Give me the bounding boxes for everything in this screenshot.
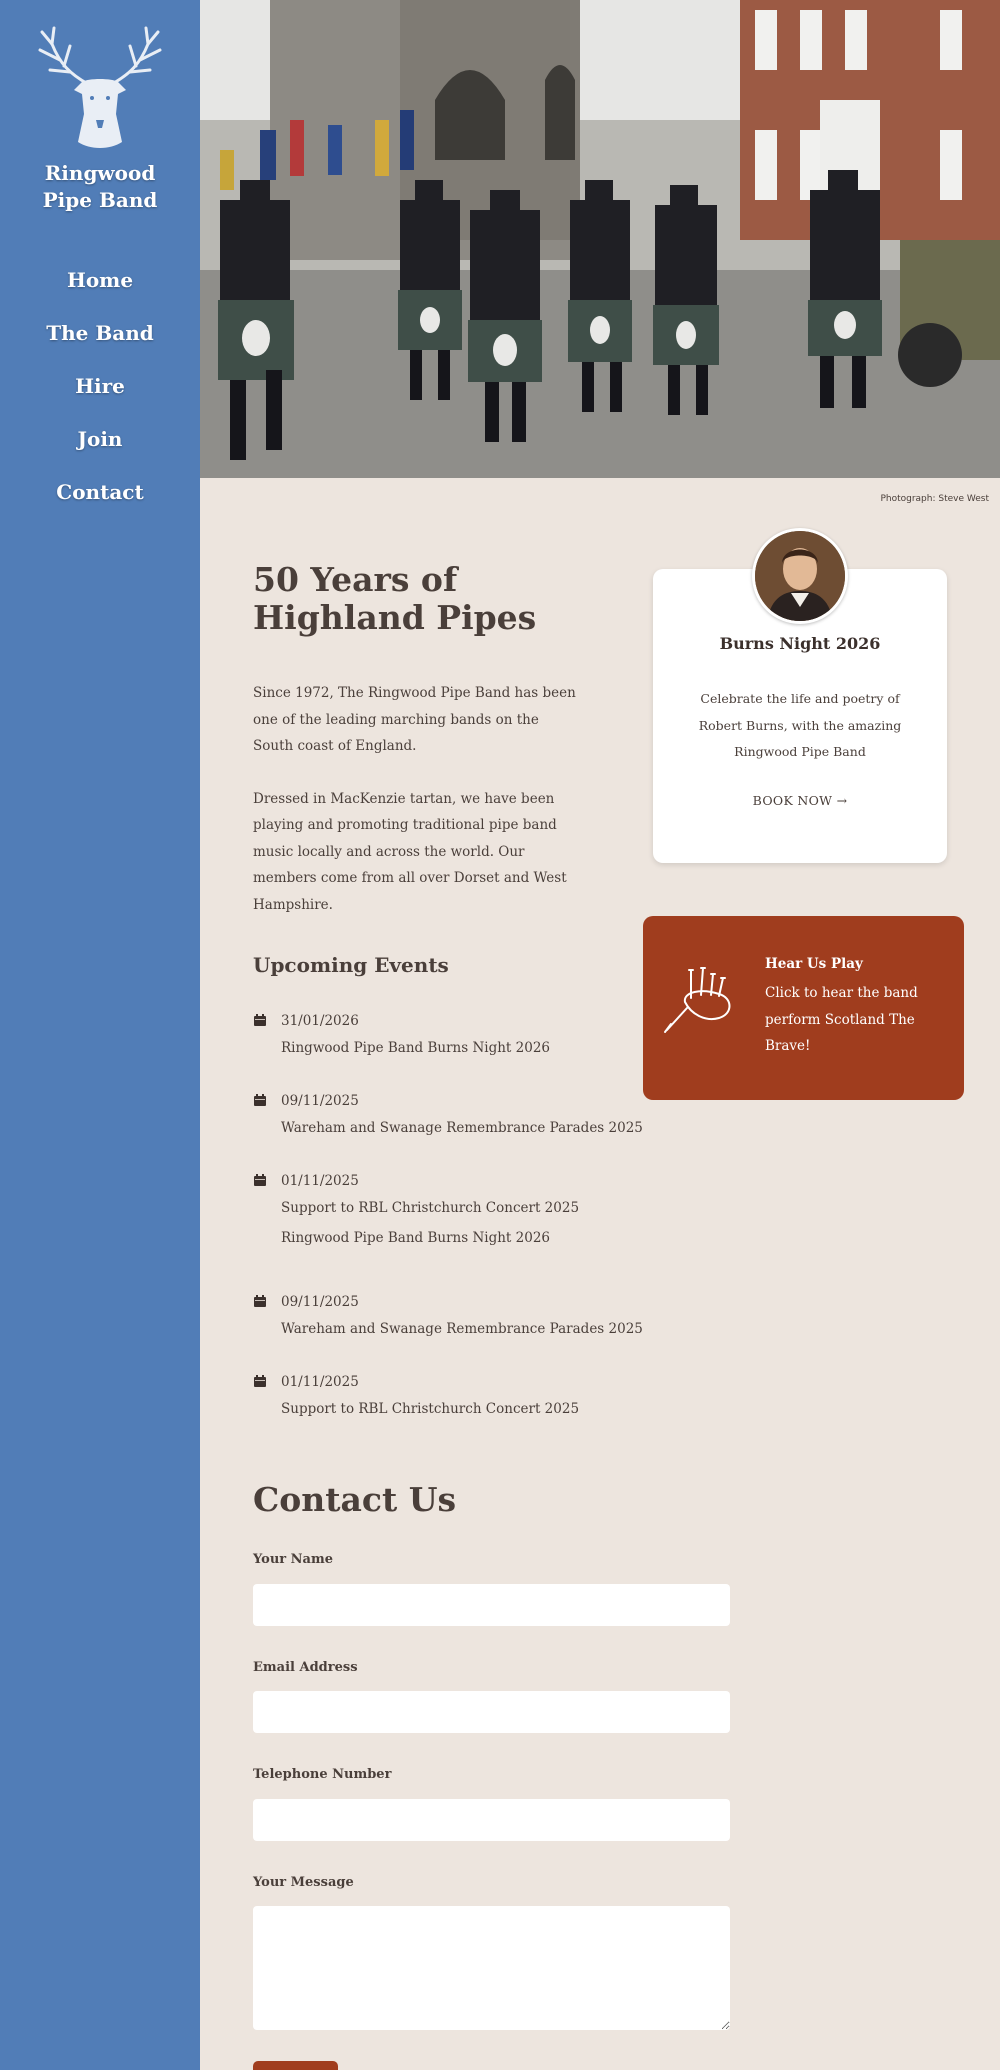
event-date: 09/11/2025: [281, 1093, 359, 1109]
event-item[interactable]: [253, 1168, 653, 1221]
play-title: Hear Us Play: [765, 956, 863, 972]
photo-credit: Photograph: Steve West: [880, 494, 989, 504]
book-now-link[interactable]: BOOK NOW →: [752, 793, 848, 808]
intro-text: [253, 680, 583, 944]
calendar-icon: [254, 1094, 266, 1106]
nav-link-the-band[interactable]: The Band: [46, 321, 154, 345]
event-name[interactable]: Ringwood Pipe Band Burns Night 2026: [281, 1230, 551, 1246]
phone-input[interactable]: [253, 1799, 730, 1841]
sidebar: [0, 0, 200, 2070]
event-item[interactable]: [253, 1369, 653, 1422]
bagpipes-icon: [661, 962, 741, 1036]
stag-head-logo-icon[interactable]: [30, 24, 170, 154]
email-input[interactable]: [253, 1691, 730, 1733]
events-heading: Upcoming Events: [253, 953, 449, 977]
play-text: Click to hear the band perform Scotland The Brave!: [765, 985, 918, 1054]
nav-item-the-band[interactable]: [0, 315, 200, 368]
submit-button[interactable]: [253, 2061, 338, 2070]
email-label: Email Address: [253, 1660, 358, 1675]
event-date: 09/11/2025: [281, 1294, 359, 1310]
event-item[interactable]: [253, 1289, 653, 1369]
nav-item-join[interactable]: [0, 421, 200, 474]
event-name[interactable]: Support to RBL Christchurch Concert 2025: [281, 1199, 580, 1216]
card-text: Celebrate the life and poetry of Robert Burns, with the amazing Ringwood Pipe Band: [698, 691, 902, 759]
event-date: 01/11/2025: [281, 1374, 359, 1390]
message-label: Your Message: [253, 1875, 354, 1890]
name-input[interactable]: [253, 1584, 730, 1626]
events-list: [253, 1008, 653, 1422]
name-label: Your Name: [253, 1552, 333, 1567]
nav-item-contact[interactable]: [0, 474, 200, 527]
hear-us-play-button[interactable]: [643, 916, 964, 1100]
nav-link-join[interactable]: Join: [77, 427, 123, 451]
nav-link-contact[interactable]: Contact: [56, 480, 144, 504]
event-name[interactable]: Support to RBL Christchurch Concert 2025: [281, 1400, 580, 1417]
event-item[interactable]: [253, 1088, 653, 1168]
brand-name[interactable]: Ringwood Pipe Band: [42, 161, 158, 212]
event-date: 31/01/2026: [281, 1013, 359, 1029]
event-date: 01/11/2025: [281, 1173, 359, 1189]
main-nav: [0, 262, 200, 527]
nav-link-home[interactable]: Home: [66, 268, 134, 292]
page-title: 50 Years of Highland Pipes: [253, 560, 537, 637]
intro-paragraph-1: Since 1972, The Ringwood Pipe Band has been one of the leading marching bands on the South coast of England.: [253, 685, 576, 754]
event-name[interactable]: Wareham and Swanage Remembrance Parades 2025: [281, 1320, 643, 1337]
nav-item-home[interactable]: [0, 262, 200, 315]
phone-label: Telephone Number: [253, 1767, 392, 1782]
intro-paragraph-2: Dressed in MacKenzie tartan, we have been playing and promoting traditional pipe band music locally and across the world. Our members come from all over Dorset and West Hampshire.: [253, 790, 567, 913]
event-item[interactable]: [253, 1221, 653, 1289]
event-name[interactable]: Ringwood Pipe Band Burns Night 2026: [281, 1039, 551, 1056]
event-name[interactable]: Wareham and Swanage Remembrance Parades 2025: [281, 1119, 643, 1136]
calendar-icon: [254, 1174, 266, 1186]
nav-item-hire[interactable]: [0, 368, 200, 421]
nav-link-hire[interactable]: Hire: [75, 374, 125, 398]
calendar-icon: [254, 1295, 266, 1307]
contact-heading: Contact Us: [253, 1480, 457, 1519]
robert-burns-portrait: [752, 528, 848, 624]
message-textarea[interactable]: [253, 1906, 730, 2030]
calendar-icon: [254, 1375, 266, 1387]
card-title: Burns Night 2026: [719, 634, 881, 653]
event-item[interactable]: [253, 1008, 653, 1088]
hero-photo: [200, 0, 1000, 478]
calendar-icon: [254, 1014, 266, 1026]
